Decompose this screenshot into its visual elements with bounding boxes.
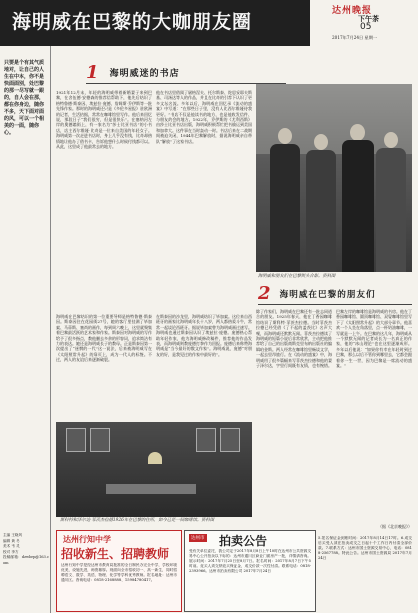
section1-column-b: 他在书店里借阅了屠格涅夫、托尔斯泰、陀思妥耶夫斯基、司汤达等人的作品，并且在比奇的引荐下认识了更多文坛名流。多年以后，海明威在回忆录《流动的盛宴》中写道：“在那些日子里，没有人比西尔维娅待我更好。”书店不仅是他读书的地方，也是他收发信件、与朋友约会的地方。1922年，乔伊斯的《尤利西斯》由莎士比亚书店出版，海明威积极帮忙把书偷运到美国和加拿大。这件事在当时轰动一时。书店后来在二战期间被迫关闭，1944年巴黎解放时，据说海明威亲自带队“解放”了这家书店。 (156, 90, 252, 144)
sidebar-credits: 主编 王晓风 编辑 黄 冬 美术 韦 灵 校对 李方 投稿邮箱：dzwbrp@163.com (3, 533, 49, 565)
section-name: 下午茶 (358, 15, 379, 23)
school-name: 达州行知中学 (63, 535, 111, 544)
auction-notice (184, 530, 316, 612)
page-banner (0, 0, 418, 46)
issue-date: 2017年7月24日 星期一 (332, 35, 378, 40)
section1-number: 1 (86, 62, 99, 83)
sidebar-quote: 只要是个有其气质地对，让自己的人生在中本，你不是快面面别，处巴黎的那一尽写就一跟的，自人会在那，都在你身边，随你不多，天下面对面的风，可以一个相美的一面，随你心。 (4, 60, 45, 136)
section2-number: 2 (258, 283, 271, 304)
section2-rule (258, 304, 412, 305)
page-number: 05 (360, 22, 372, 32)
school-headline: 招收新生、招聘教师 (61, 547, 170, 561)
article-byline: （据《北京晚报》） (378, 524, 412, 529)
section1-column-a: 1921年12月末，年轻的海明威带着新婚妻子来到巴黎，在舍伍德·安德森的推荐信帮助下，他先后结识了格特鲁德·斯泰因、埃兹拉·庞德、詹姆斯·乔伊斯等一批先锋作家。那时的海明威还只是《多伦多星报》驻欧洲的记者，生活拮据，常常在咖啡馆里写作。他后来回忆说，那段日子“我们很穷，但是很快乐”。在塞纳河左岸的奥德翁街上，有一家名为“莎士比亚书店”的小书店，店主西尔维娅·比奇是一位来自美国的年轻女子。海明威第一次走进书店时，身上几乎没有钱，比奇却热情地让他办了借书卡，告诉他想什么时候付钱都可以。从此，这里成了他最常去的地方。 (56, 90, 152, 150)
paper-name: 达州晚报 (332, 6, 373, 16)
section1-heading (86, 62, 180, 83)
land-notice-body: 5.报名保证金到账时间：2017年8月14日17时。6.成交后买受人须在拍卖成交之日起十个工作日内付清全部价款。7.联系方式：达州市国土资源交易中心，电话：0818-2567788。特此公告。达州市国土资源局 2017年7月24日 (318, 536, 412, 560)
photo-friends-caption: 海明威和朋友们在巴黎街头合影。资料图 (258, 274, 336, 279)
photo-cafe (56, 422, 252, 517)
masthead (310, 0, 418, 46)
photo-friends (256, 84, 412, 272)
auction-badge: 达州市 (191, 536, 205, 541)
section2-column-f: 巴黎左岸的咖啡馆是海明威的书房。他在丁香园咖啡馆、圆顶咖啡馆、双叟咖啡馆里写下了《太阳照常升起》的大部分章节。他喜欢一个人坐在角落里，点一杯奶油咖啡，一写就是一上午。在巴黎的这几年，海明威从一个默默无闻的记者成长为一名真正的作家，他的“冰山理论”也在这里逐渐成形。多年以后他说：“如果你有幸在年轻时到过巴黎，那么以后不管你到哪里去，它都会跟着你一生一世，因为巴黎是一席流动的盛宴。” (336, 309, 412, 369)
section2-column-e: 除了作家们，海明威在巴黎还有一批志同道合的朋友。1925年春天，他在丁香园咖啡馆结识了斯科特·菲茨杰拉德。当时菲茨杰拉德已经凭借《了不起的盖茨比》名声大噪，而海明威还默默无闻。菲茨杰拉德读了海明威的短篇小说后非常欣赏，主动把他推荐给了自己的出版商斯克里布纳出版社的编辑珀金斯。两人经常在咖啡馆里畅谈文学，一起去里昂旅行。在《流动的盛宴》中，海明威用了很多篇幅来写菲茨杰拉德和他的妻子泽尔达，字里行间既有友情，也有惋惜。 (256, 309, 332, 369)
land-notice (318, 536, 412, 608)
sidebar (0, 46, 51, 613)
section1-title: 海明威迷的书店 (109, 69, 180, 79)
section2-title: 海明威在巴黎的朋友们 (279, 289, 376, 300)
photo-cafe-caption: 斯科特和泽尔达·菲茨杰拉德1926年在巴黎的住所，如今已是一间咖啡馆。资料图 (60, 518, 215, 523)
auction-body: 受有关单位委托，我公司定于2017年8月8日上午10时在达州市公共资源交易中心公开拍卖以下标的：达州市通川区商业门面房产一批，详情请咨询。展示时间：2017年7月25日至8月7日。报名时间：2017年8月7日下午5时前。竞买人须交纳竞买保证金，成交价款一次性付清。联系电话：0818-2393966。达州市拍卖有限公司 2017年7月24日 (189, 549, 311, 573)
section1-column-c: 海明威在巴黎结识的第一位重要导师是格特鲁德·斯泰因。斯泰因住在花园街27号，她的客厅里挂满了毕加索、马蒂斯、塞尚的画作，每到周六晚上，这里就聚集着巴黎最活跃的艺术家和作家。斯泰因对海明威的写作给予了很多指点，教他删去多余的形容词，追求简洁有力的表达。她还是海明威长子的教母。正是斯泰因第一次提出了“迷惘的一代”这一说法，后来被海明威写在《太阳照常升起》的扉页上，成为一代人的标签。不过，两人的友谊后来逐渐破裂。 (56, 314, 152, 363)
school-advert-body: 达州行知中学是经达州市教育局批准的全日制民办完全中学，学校环境优美，设施先进，师资雄厚。现面向全市招收初一、高一新生，同时招聘语文、数学、英语、物理、化学等学科优秀教师。报名地址：达州市通川区。咨询电话：0818-2168888、15984780417。 (61, 563, 177, 582)
auction-title: 拍卖公告 (219, 534, 268, 548)
school-advert (56, 530, 182, 612)
section1-column-d: 在斯泰因的沙龙里，海明威结识了毕加索。这位来自西班牙的画家比海明威年长十八岁，两人都热爱斗牛，常常一起谈论西班牙。据说毕加索曾为海明威画过速写。海明威也通过斯泰因认识了埃兹拉·庞德。庞德热心帮助年轻作家，他为海明威修改稿件，推荐他的作品发表，而海明威则教庞德打拳作为回报。庞德后来称赞海明威是“当今最好的散文作家”。海明威说，庞德“对朋友的好，是我见过的作家中最好的”。 (156, 314, 252, 357)
section2-heading (258, 283, 376, 304)
headline: 海明威在巴黎的大咖朋友圈 (12, 11, 253, 33)
